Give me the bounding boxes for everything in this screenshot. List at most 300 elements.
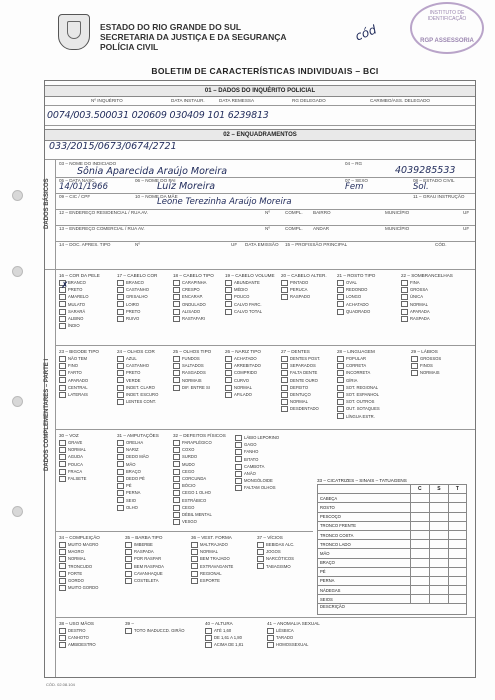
cell[interactable] — [430, 595, 449, 604]
option-checkbox[interactable]: FALTAM OLHOS — [235, 484, 279, 491]
group-labios — [411, 349, 441, 377]
option-checkbox[interactable]: MÃO — [117, 461, 159, 468]
cell[interactable] — [448, 530, 466, 539]
option-checkbox[interactable]: CEGO — [173, 468, 226, 475]
option-checkbox[interactable]: FINO — [59, 362, 99, 369]
row-label: ROSTO — [318, 503, 411, 512]
option-checkbox[interactable]: CEGO 1 OLHO — [173, 489, 226, 496]
option-checkbox[interactable]: ESTRÁBICO — [173, 497, 226, 504]
option-checkbox[interactable]: TARADO — [267, 634, 320, 641]
option-checkbox[interactable]: TOTO INADUCCD. GIRÃO — [125, 627, 185, 634]
option-checkbox[interactable]: SARARÁ — [59, 308, 100, 315]
divider — [45, 159, 475, 160]
cell[interactable] — [410, 558, 429, 567]
option-checkbox[interactable]: SEIO — [117, 497, 159, 504]
cell[interactable] — [448, 558, 466, 567]
row-label: PÉ — [318, 567, 411, 576]
cell[interactable] — [430, 512, 449, 521]
dados-complementares-label: DADOS COMPLEMENTARES – PARTE I — [44, 358, 50, 471]
group-title: 35 – BARBA TIPO — [125, 535, 163, 540]
divider — [55, 269, 56, 677]
option-checkbox[interactable]: CASTANHO — [117, 362, 158, 369]
option-checkbox[interactable]: NORMAL — [225, 384, 261, 391]
option-checkbox[interactable]: INDET. ESCURO — [117, 391, 158, 398]
label-estado-civil: 08 – ESTADO CIVIL — [413, 178, 455, 183]
form-title: BOLETIM DE CARACTERÍSTICAS INDIVIDUAIS – BCI — [151, 66, 379, 76]
option-checkbox[interactable]: JOGOS — [257, 548, 294, 555]
cell[interactable] — [430, 567, 449, 576]
header-line-3: POLÍCIA CIVIL — [100, 42, 159, 52]
option-checkbox[interactable]: DE 1,61 A 1,80 — [205, 634, 243, 641]
cell[interactable] — [410, 595, 429, 604]
option-checkbox[interactable]: SALTADOS — [173, 362, 211, 369]
option-checkbox[interactable]: PERUCA — [281, 286, 327, 293]
group-olhos-cor — [117, 349, 158, 405]
punch-hole — [12, 190, 23, 201]
option-checkbox[interactable]: PRETO — [117, 369, 158, 376]
label-nome: 03 – NOME DO INDICIADO — [59, 161, 117, 166]
group-title: 29 – LÁBIOS — [411, 349, 438, 354]
row-label: MÃO — [318, 549, 411, 558]
row-label: PESCOÇO — [318, 512, 411, 521]
option-checkbox[interactable]: RASPADO — [281, 293, 327, 300]
option-checkbox[interactable]: QUADRADO — [337, 308, 375, 315]
handwritten-enquadramentos: 033/2015/0673/0674/2721 — [49, 141, 177, 152]
option-checkbox[interactable]: ALBINO — [59, 315, 100, 322]
option-checkbox[interactable]: FARTO — [59, 369, 99, 376]
option-checkbox[interactable]: NORMAL — [59, 555, 100, 562]
label-num: Nº — [265, 210, 270, 215]
label-cpf: 09 – CIC / CPF — [59, 194, 91, 199]
group-uso-maos — [59, 621, 96, 649]
option-checkbox[interactable]: LÍNGUA ESTR. — [337, 413, 380, 420]
option-checkbox[interactable]: MUITO GORDO — [59, 584, 100, 591]
option-checkbox[interactable]: PÉ — [117, 482, 159, 489]
option-checkbox[interactable]: PRETO — [117, 308, 157, 315]
cell[interactable] — [448, 595, 466, 604]
option-checkbox[interactable]: PERNA — [117, 489, 159, 496]
option-checkbox[interactable]: GÍRIA — [337, 377, 380, 384]
option-checkbox[interactable]: BRAÇO — [117, 468, 159, 475]
group-title: 40 – ALTURA — [205, 621, 233, 626]
option-checkbox[interactable]: NORMAIS — [173, 377, 211, 384]
option-checkbox[interactable]: PRETO — [59, 286, 100, 293]
option-checkbox[interactable]: TABAGISMO — [257, 563, 294, 570]
option-checkbox[interactable]: POUCA — [59, 461, 86, 468]
option-checkbox[interactable]: DENTE OURO — [281, 377, 320, 384]
col-header: T — [448, 485, 466, 494]
option-checkbox[interactable]: ANÃO — [235, 470, 279, 477]
option-checkbox[interactable]: SURDO — [173, 453, 226, 460]
group-vest — [191, 535, 233, 584]
group-title: 36 – VEST. FORMA — [191, 535, 232, 540]
cell[interactable] — [448, 540, 466, 549]
option-checkbox[interactable]: LONGO — [337, 293, 375, 300]
option-checkbox[interactable]: LÁBIO LEPORINO — [235, 434, 279, 441]
option-checkbox[interactable]: NORMAL — [401, 301, 453, 308]
option-checkbox[interactable]: CENTRAL — [59, 384, 99, 391]
option-checkbox[interactable]: ABUNDANTE — [225, 279, 275, 286]
cell[interactable] — [410, 540, 429, 549]
option-checkbox[interactable]: FRACA — [59, 468, 86, 475]
label-inquerito: Nº INQUÉRITO — [91, 98, 123, 103]
group-title: 19 – CABELO VOLUME — [225, 273, 275, 278]
cell[interactable] — [448, 494, 466, 503]
divider — [45, 125, 475, 126]
option-checkbox[interactable]: LÉSBICA — [267, 627, 320, 634]
option-checkbox[interactable]: MÉDIO — [225, 286, 275, 293]
header-line-2: SECRETARIA DA JUSTIÇA E DA SEGURANÇA — [100, 32, 287, 42]
row-label: DESCRIÇÃO — [318, 604, 467, 615]
option-checkbox[interactable]: HOMOSSEXUAL — [267, 641, 320, 648]
option-checkbox[interactable]: BITATO — [235, 456, 279, 463]
option-checkbox[interactable]: OLHO — [117, 504, 159, 511]
option-checkbox[interactable]: IMBERBE — [125, 541, 164, 548]
cell[interactable] — [448, 586, 466, 595]
cell[interactable] — [410, 512, 429, 521]
group-barba — [125, 535, 164, 584]
option-checkbox[interactable]: EXTRAVAGANTE — [191, 563, 233, 570]
cell[interactable] — [410, 530, 429, 539]
label-andar: ANDAR — [313, 226, 330, 231]
option-checkbox[interactable]: MALTRAJADO — [191, 541, 233, 548]
group-sombrancelhas — [401, 273, 453, 322]
label-data-instaur: DATA INSTAUR. — [171, 98, 205, 103]
option-checkbox[interactable]: LENTES CONT. — [117, 398, 158, 405]
group-amputacoes — [117, 433, 159, 511]
option-checkbox[interactable]: COXO — [173, 446, 226, 453]
option-checkbox[interactable]: MAGRO — [59, 548, 100, 555]
group-voz — [59, 433, 86, 482]
handwritten-civil: Sol. — [413, 182, 429, 192]
option-checkbox[interactable]: BEBIDAS ALC. — [257, 541, 294, 548]
cell[interactable] — [448, 549, 466, 558]
group-bigode — [59, 349, 99, 398]
option-checkbox[interactable]: ACIMA DE 1,81 — [205, 641, 243, 648]
group-title: 23 – BIGODE TIPO — [59, 349, 99, 354]
option-checkbox[interactable]: DESDENTADO — [281, 405, 320, 412]
option-checkbox[interactable]: CAMBOTA — [235, 463, 279, 470]
option-checkbox[interactable]: DIF. ENTRE SI — [173, 384, 211, 391]
option-checkbox[interactable]: APARADA — [401, 308, 453, 315]
divider — [45, 269, 475, 270]
label-profissao: 15 – PROFISSÃO PRINCIPAL — [285, 242, 348, 247]
corner-cell — [318, 485, 411, 494]
option-checkbox[interactable]: GROSSA — [401, 286, 453, 293]
option-checkbox[interactable]: FANHO — [235, 448, 279, 455]
cell[interactable] — [430, 576, 449, 585]
option-checkbox[interactable]: OVAL — [337, 279, 375, 286]
option-checkbox[interactable]: RASTAFARI — [173, 315, 214, 322]
option-checkbox[interactable]: SOT. REGIONAL — [337, 384, 380, 391]
cell[interactable] — [430, 503, 449, 512]
institute-stamp — [410, 2, 484, 54]
option-checkbox[interactable]: COSTELETA — [125, 577, 164, 584]
group-title: 21 – ROSTO TIPO — [337, 273, 376, 278]
option-checkbox[interactable]: ALISADO — [173, 308, 214, 315]
cell[interactable] — [410, 549, 429, 558]
option-checkbox[interactable]: BRANCO — [117, 279, 157, 286]
label-doc: 14 – DOC. APRES. TIPO — [59, 242, 111, 247]
option-checkbox[interactable]: FINA — [401, 279, 453, 286]
row-label: PERNA — [318, 576, 411, 585]
label-compl: COMPL. — [285, 210, 303, 215]
group-title: 22 – SOMBRANCELHAS — [401, 273, 453, 278]
option-checkbox[interactable]: NORMAL — [59, 446, 86, 453]
option-checkbox[interactable]: CAVANHAQUE — [125, 570, 164, 577]
option-checkbox[interactable]: ÍNDIO — [59, 322, 100, 329]
cell[interactable] — [410, 494, 429, 503]
option-checkbox[interactable]: LOIRO — [117, 301, 157, 308]
option-checkbox[interactable]: FALSETE — [59, 475, 86, 482]
option-checkbox[interactable]: RUIVO — [117, 315, 157, 322]
option-checkbox[interactable]: MULATO — [59, 301, 100, 308]
option-checkbox[interactable]: VERDE — [117, 377, 158, 384]
option-checkbox[interactable]: CALVO PARC. — [225, 301, 275, 308]
option-checkbox[interactable]: CEGO — [173, 504, 226, 511]
label-cod: CÓD. — [435, 242, 447, 247]
option-checkbox[interactable]: DESTRO — [59, 627, 96, 634]
option-checkbox[interactable]: DENTUÇO — [281, 391, 320, 398]
option-checkbox[interactable]: AZUL — [117, 355, 158, 362]
option-checkbox[interactable]: RASGADOS — [173, 369, 211, 376]
option-checkbox[interactable]: CANHOTO — [59, 634, 96, 641]
option-checkbox[interactable]: NORMAL — [191, 548, 233, 555]
group-defeitos-2 — [235, 433, 279, 492]
stamp-subtext: RGP ASSESSORIA — [420, 38, 474, 44]
option-checkbox[interactable]: POUCO — [225, 293, 275, 300]
label-sexo: 07 – SEXO — [345, 178, 368, 183]
cell[interactable] — [430, 530, 449, 539]
option-checkbox[interactable]: AMARELO — [59, 293, 100, 300]
option-checkbox[interactable]: ATÉ 1,60 — [205, 627, 243, 634]
group-title: 37 – VÍCIOS — [257, 535, 283, 540]
option-checkbox[interactable]: GAGO — [235, 441, 279, 448]
option-checkbox[interactable]: INDET. CLARO — [117, 384, 158, 391]
handwritten-inquerito: 0074/003.500031 020609 030409 101 6239813 — [47, 110, 269, 121]
cell[interactable] — [410, 503, 429, 512]
option-checkbox[interactable]: ARREBITADO — [225, 362, 261, 369]
label-uf: UF — [463, 210, 470, 215]
cell[interactable] — [430, 549, 449, 558]
option-checkbox[interactable]: SOT. OUTROS — [337, 398, 380, 405]
option-checkbox[interactable]: CORCUNDA — [173, 475, 226, 482]
option-checkbox[interactable]: BEM TRAJADO — [191, 555, 233, 562]
option-checkbox[interactable]: ENCARAP. — [173, 293, 214, 300]
label-uf-com: UF — [463, 226, 470, 231]
cell[interactable] — [430, 521, 449, 530]
group-nariz — [225, 349, 261, 398]
group-altura — [205, 621, 243, 649]
option-checkbox[interactable]: ESPORTE — [191, 577, 233, 584]
label-nome-pai: 06 – NOME DO PAI — [135, 178, 176, 183]
option-checkbox[interactable]: LATERAIS — [59, 391, 99, 398]
handwritten-name: Sônia Aparecida Araújo Moreira — [77, 166, 228, 177]
cell[interactable] — [430, 586, 449, 595]
divider — [55, 617, 475, 618]
row-label: CABEÇA — [318, 494, 411, 503]
handwritten-annotation: cód — [353, 22, 379, 44]
option-checkbox[interactable]: APARADO — [59, 377, 99, 384]
divider — [55, 429, 475, 430]
option-checkbox[interactable]: CASTANHO — [117, 286, 157, 293]
label-doc-uf: UF — [231, 242, 238, 247]
group-dentes — [281, 349, 320, 413]
group-title: 39 – — [125, 621, 134, 626]
option-checkbox[interactable]: DEDO MÃO — [117, 453, 159, 460]
option-checkbox[interactable]: NORMAL — [281, 398, 320, 405]
option-checkbox[interactable]: ACHATADO — [225, 355, 261, 362]
cell[interactable] — [410, 521, 429, 530]
label-rg: 04 – RG — [345, 161, 363, 166]
option-checkbox[interactable]: DEDO PÉ — [117, 475, 159, 482]
option-checkbox[interactable]: OUT. SOTAQUES — [337, 405, 380, 412]
group-cabelo-alter — [281, 273, 327, 301]
section-02-header: 02 – ENQUADRAMENTOS — [45, 129, 475, 141]
option-checkbox[interactable]: DENTES POST. — [281, 355, 320, 362]
option-checkbox[interactable]: POR RASPAR — [125, 555, 164, 562]
option-checkbox[interactable]: NÃO TEM — [59, 355, 99, 362]
option-checkbox[interactable]: CARAPINHA — [173, 279, 214, 286]
option-checkbox[interactable]: ORELHA — [117, 439, 159, 446]
punch-hole — [12, 396, 23, 407]
row-label: TRONCO FRENTE — [318, 521, 411, 530]
option-checkbox[interactable]: PARAPLÉGICO — [173, 439, 226, 446]
cell[interactable] — [430, 494, 449, 503]
tattoo-title: 33 – CICATRIZES – SINAIS – TATUAGENS — [317, 478, 407, 483]
option-checkbox[interactable]: PINTADO — [281, 279, 327, 286]
cell[interactable] — [410, 586, 429, 595]
cell[interactable] — [448, 503, 466, 512]
tattoo-table — [317, 484, 467, 615]
col-header: C — [410, 485, 429, 494]
state-crest-icon — [58, 14, 90, 50]
label-data-nasc: 05 – DATA NASC. — [59, 178, 96, 183]
divider — [55, 345, 475, 346]
group-cabelo-volume — [225, 273, 275, 315]
group-title: 34 – COMPLEIÇÃO — [59, 535, 100, 540]
option-checkbox[interactable]: SEPARADOS — [281, 362, 320, 369]
cell[interactable] — [410, 567, 429, 576]
divider — [55, 531, 313, 532]
group-linguagem — [337, 349, 380, 420]
label-endereco-com: 13 – ENDEREÇO COMERCIAL / RUA AV. — [59, 226, 145, 231]
row-label: SEIOS — [318, 595, 411, 604]
label-municipio-com: MUNICÍPIO — [385, 226, 410, 231]
label-data-emissao: DATA EMISSÃO — [245, 242, 279, 247]
option-checkbox[interactable]: GRISALHO — [117, 293, 157, 300]
cell[interactable] — [448, 567, 466, 576]
option-checkbox[interactable]: DÉBIL MENTAL — [173, 511, 226, 518]
group-title: 32 – DEFEITOS FÍSICOS — [173, 433, 226, 438]
dados-basicos-label: DADOS BÁSICOS — [44, 178, 50, 229]
option-checkbox[interactable]: NORMAIS — [411, 369, 441, 376]
option-checkbox[interactable]: AFILADO — [225, 391, 261, 398]
row-label: TRONCO COSTA — [318, 530, 411, 539]
group-title: 28 – LINGUAGEM — [337, 349, 375, 354]
group-rosto-tipo — [337, 273, 375, 315]
divider — [55, 193, 475, 194]
option-checkbox[interactable]: CRESPO — [173, 286, 214, 293]
option-checkbox[interactable]: GROSSOS — [411, 355, 441, 362]
cell[interactable] — [430, 558, 449, 567]
cell[interactable] — [448, 521, 466, 530]
option-checkbox[interactable]: BÓCIO — [173, 482, 226, 489]
option-checkbox[interactable]: REDONDO — [337, 286, 375, 293]
option-checkbox[interactable]: SOT. ESPANHOL — [337, 391, 380, 398]
option-checkbox[interactable]: CURVO — [225, 377, 261, 384]
option-checkbox[interactable]: CORRETA — [337, 362, 380, 369]
cell[interactable] — [430, 540, 449, 549]
option-checkbox[interactable]: BEM RASPADA — [125, 563, 164, 570]
option-checkbox[interactable]: COMPRIDO — [225, 369, 261, 376]
option-checkbox[interactable]: FALTA DENTE — [281, 369, 320, 376]
option-checkbox[interactable]: NARCÓTICOS — [257, 555, 294, 562]
option-checkbox[interactable]: ONDULADO — [173, 301, 214, 308]
option-checkbox[interactable]: AMBIDESTRO — [59, 641, 96, 648]
group-anomalia — [267, 621, 320, 649]
label-carimbo: CARIMBO/ASS. DELEGADO — [370, 98, 430, 103]
row-label: TRONCO LADO — [318, 540, 411, 549]
bci-form — [44, 80, 476, 678]
divider — [55, 159, 56, 269]
option-checkbox[interactable]: RASPADA — [125, 548, 164, 555]
option-checkbox[interactable]: DEFEITO — [281, 384, 320, 391]
option-checkbox[interactable]: FUNDOS — [173, 355, 211, 362]
group-compleicao — [59, 535, 100, 591]
option-checkbox[interactable]: MUDO — [173, 461, 226, 468]
option-checkbox[interactable]: TRONCUDO — [59, 563, 100, 570]
cell[interactable] — [410, 576, 429, 585]
cell[interactable] — [448, 576, 466, 585]
option-checkbox[interactable]: MONGÓLOIDE — [235, 477, 279, 484]
option-checkbox[interactable]: POPULAR — [337, 355, 380, 362]
option-checkbox[interactable]: FINOS — [411, 362, 441, 369]
option-checkbox[interactable]: MUITO MAGRO — [59, 541, 100, 548]
option-checkbox[interactable]: ACHATADO — [337, 301, 375, 308]
option-checkbox[interactable]: VESGO — [173, 518, 226, 525]
group-title: 38 – USO MÃOS — [59, 621, 94, 626]
group-39 — [125, 621, 185, 634]
group-olhos-tipo — [173, 349, 211, 391]
option-checkbox[interactable]: RASPADA — [401, 315, 453, 322]
handwritten-dob: 14/01/1966 — [59, 182, 108, 192]
header-line-1: ESTADO DO RIO GRANDE DO SUL — [100, 22, 242, 32]
option-checkbox[interactable]: ÚNICA — [401, 293, 453, 300]
option-checkbox[interactable]: BRANCO — [59, 279, 100, 286]
option-checkbox[interactable]: REGIONAL — [191, 570, 233, 577]
tattoo-table-block — [317, 477, 467, 615]
option-checkbox[interactable]: NARIZ — [117, 446, 159, 453]
row-label: BRAÇO — [318, 558, 411, 567]
option-checkbox[interactable]: CALVO TOTAL — [225, 308, 275, 315]
section-01-header: 01 – DADOS DO INQUÉRITO POLICIAL — [45, 85, 475, 97]
label-grau: 11 – GRAU INSTRUÇÃO — [413, 194, 465, 199]
option-checkbox[interactable]: AGUDA — [59, 453, 86, 460]
col-header: S — [430, 485, 449, 494]
option-checkbox[interactable]: FORTE — [59, 570, 100, 577]
option-checkbox[interactable]: INCORRETA — [337, 369, 380, 376]
label-bairro: BAIRRO — [313, 210, 331, 215]
divider — [55, 177, 475, 178]
handwritten-sex: Fem — [345, 182, 364, 192]
option-checkbox[interactable]: GRAVE — [59, 439, 86, 446]
option-checkbox[interactable]: GORDO — [59, 577, 100, 584]
label-endereco-res: 12 – ENDEREÇO RESIDENCIAL / RUA AV. — [59, 210, 148, 215]
group-title: 26 – NARIZ TIPO — [225, 349, 261, 354]
cell[interactable] — [448, 512, 466, 521]
group-title: 25 – OLHOS TIPO — [173, 349, 212, 354]
